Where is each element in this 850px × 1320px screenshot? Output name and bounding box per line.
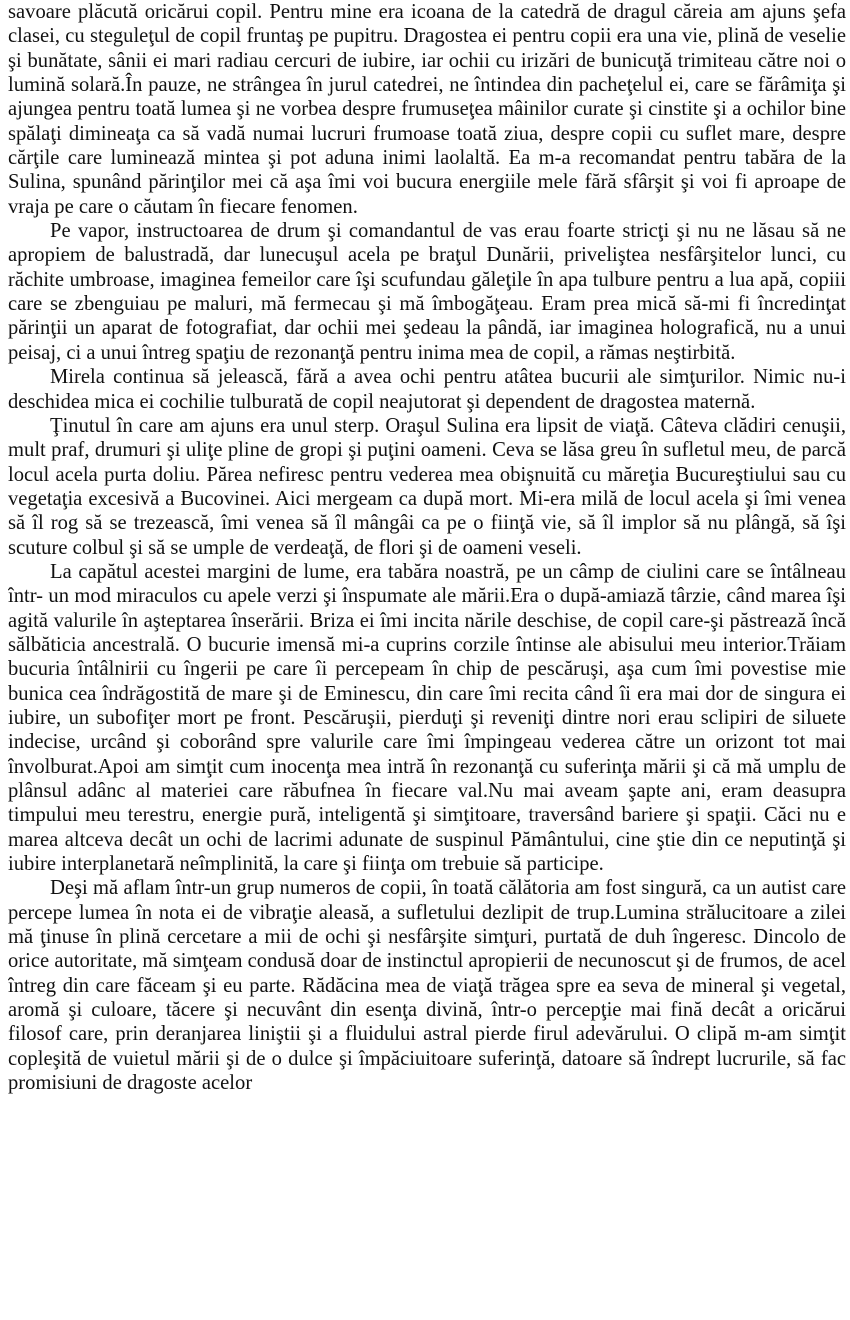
paragraph-vapor: Pe vapor, instructoarea de drum şi comandantul de vas erau foarte stricţi şi nu ne lăsau să ne apropiem de balustradă, dar lunecuşul acela pe braţul Dunării, priveliştea nesfârşitelor lunci, cu răchite umbroase, imaginea femeilor care îşi scufundau găleţile în apa tulbure pentru a lua apă, copiii care se zbenguiau pe maluri, mă fermecau şi mă îmbogăţeau. Eram prea mică să-mi fi încredinţat părinţii un aparat de fotografiat, dar ochii mei şedeau la pândă, iar imaginea holografică, nu a unui peisaj, ci a unui întreg spaţiu de rezonanţă pentru inima mea de copil, a rămas neştirbită. xyxy=(8,220,846,364)
paragraph-sulina: Ţinutul în care am ajuns era unul sterp. Oraşul Sulina era lipsit de viaţă. Câteva clădiri cenuşii, mult praf, drumuri şi uliţe pline de gropi şi puţini oameni. Ceva se lăsa greu în sufletul meu, de parcă locul acela purta doliu. Părea nefiresc pentru vederea mea obişnuită cu măreţia Bucureştiului sau cu vegetaţia excesivă a Bucovinei. Aici mergeam ca după mort. Mi-era milă de locul acela şi îmi venea să îl rog să se trezească, îmi venea să îl mângâi ca pe o fiinţă vie, să îl implor să nu plângă, să îşi scuture colbul şi să se umple de verdeaţă, de flori şi de oameni veseli. xyxy=(8,414,846,559)
paragraph-singura: Deşi mă aflam într-un grup numeros de copii, în toată călătoria am fost singură, ca un autist care percepe lumea în nota ei de vibraţie aleasă, a sufletului dezlipit de trup.Lumina strălucitoare a zilei mă ţinuse în plină cercetare a mii de ochi şi nesfârşite simţuri, purtată de duh îngeresc. Dincolo de orice autoritate, mă simţeam condusă doar de instinctul apropierii de necunoscut şi de frumos, de acel întreg din care făceam şi eu parte. Rădăcina mea de viaţă trăgea spre ea seva de mineral şi vegetal, aromă şi culoare, tăcere şi necuvânt din esenţa divină, într-o percepţie mai fină decât a oricărui filosof care, prin deranjarea liniştii şi a fluidului astral pierde firul adevărului. O clipă m-am simţit copleşită de vuietul mării şi de o dulce şi împăciuitoare suferinţă, datoare să îndrept lucrurile, să fac promisiuni de dragoste acelor xyxy=(8,877,846,1095)
paragraph-tabara: La capătul acestei margini de lume, era tabăra noastră, pe un câmp de ciulini care se întâlneau într- un mod miraculos cu apele verzi şi înspumate ale mării.Era o după-amiază târzie, când marea îşi agită valurile în aşteptarea înserării. Briza ei îmi incita nările deschise, de copil care-şi păstrează încă sălbăticia ancestrală. O bucurie imensă mi-a cuprins corzile întinse ale abisului meu interior.Trăiam bucuria întâlnirii cu îngerii pe care îi percepeam în chip de pescăruşi, aşa cum îmi povestise mie bunica cea îndrăgostită de mare şi de Eminescu, din care îmi recita când îi era mai dor de singura ei iubire, un subofiţer mort pe front. Pescăruşii, pierduţi şi reveniţi dintre nori erau sclipiri de siluete indecise, urcând şi coborând spre valurile care îmi împingeau vederea către un orizont tot mai învolburat.Apoi am simţit cum inocenţa mea intră în rezonanţă cu suferinţa mării şi că mă umplu de plânsul adânc al materiei care răbufnea în fiecare val.Nu mai aveam şapte ani, eram deasupra timpului meu terestru, energie pură, inteligentă şi simţitoare, traversând bariere şi spaţii. Căci nu e marea altceva decât un ochi de lacrimi adunate de suspinul Pământului, cine ştie din ce neputinţă şi iubire interplanetară neîmplinită, la care şi fiinţa om trebuie să participe. xyxy=(8,560,846,876)
document-page xyxy=(8,0,846,1320)
paragraph-mirela: Mirela continua să jelească, fără a avea ochi pentru atâtea bucurii ale simţurilor. Nimic nu-i deschidea mica ei cochilie tulburată de copil neajutorat şi dependent de dragostea maternă. xyxy=(8,366,846,413)
paragraph-continuation: savoare plăcută oricărui copil. Pentru mine era icoana de la catedră de dragul căreia am ajuns şefa clasei, cu steguleţul de copil fruntaş pe pupitru. Dragostea ei pentru copii era una vie, plină de veselie şi bunătate, sânii ei mari radiau cercuri de iubire, iar ochii cu irizări de bunicuţă trimiteau către noi o lumină solară.În pauze, ne strângea în jurul catedrei, ne întindea din pacheţelul ei, care se fărâmiţa şi ajungea pentru toată lumea şi ne vorbea despre frumuseţea mâinilor curate şi cinstite şi a ochilor bine spălaţi dimineaţa ca să vadă numai lucruri frumoase toată ziua, despre copii cu suflet mare, despre cărţile care luminează mintea şi pot aduna inimi laolaltă. Ea m-a recomandat pentru tabăra de la Sulina, spunând părinţilor mei că aşa îmi voi bucura energiile mele fără sfârşit şi voi fi aproape de vraja pe care o căutam în fiecare fenomen. xyxy=(8,1,846,218)
